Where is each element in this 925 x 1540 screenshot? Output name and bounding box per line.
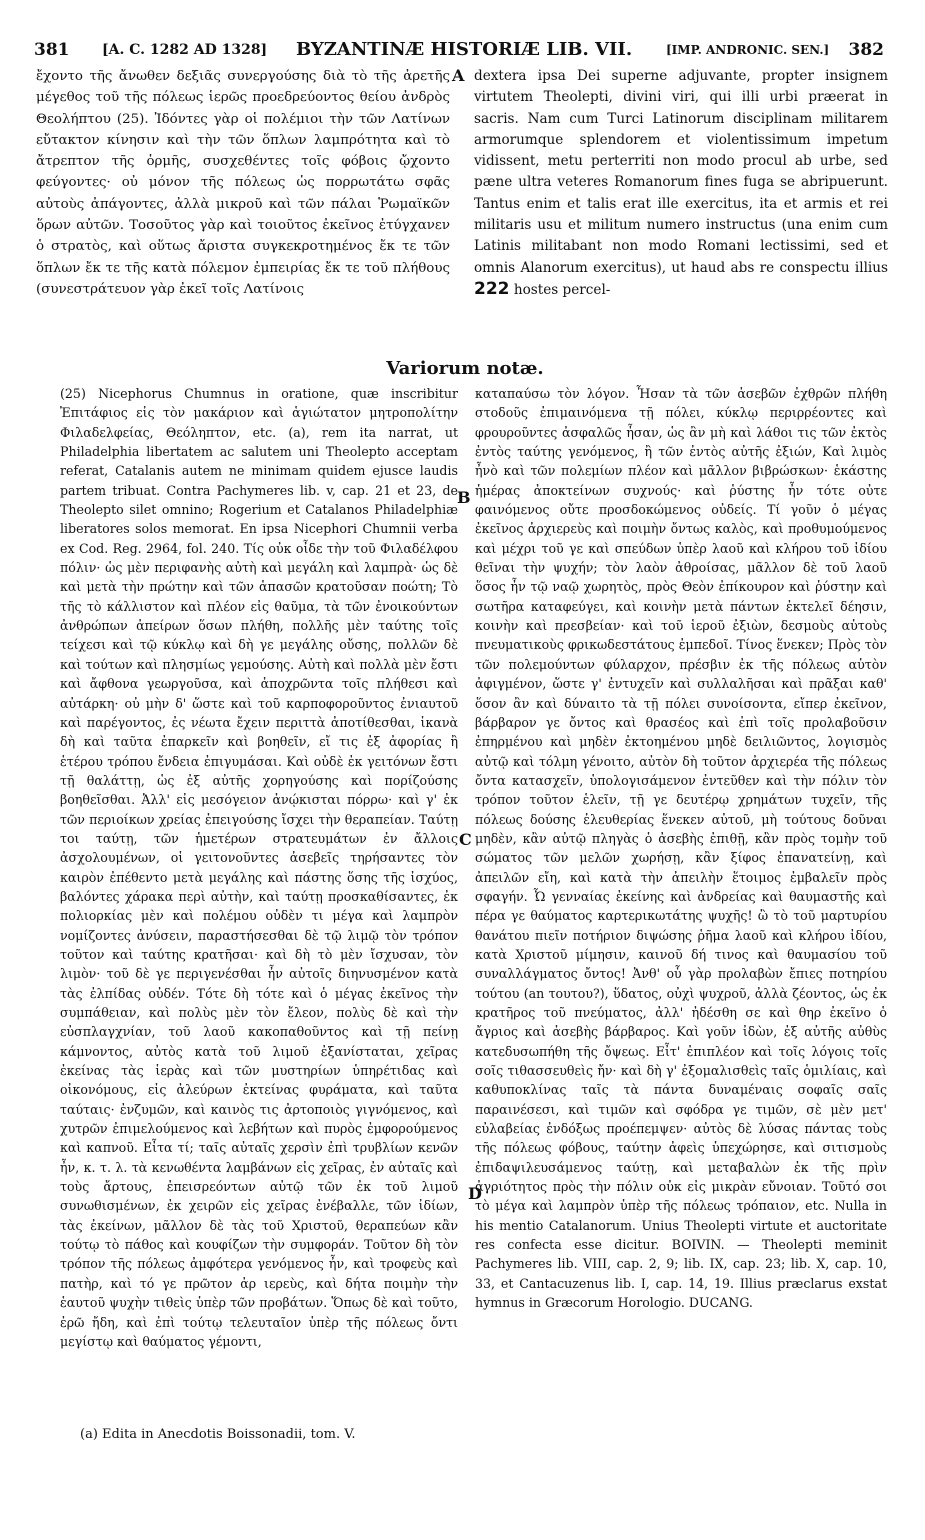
page-header — [34, 38, 884, 62]
latin-main-text — [474, 66, 888, 366]
notes-heading: Variorum notæ. — [386, 358, 544, 379]
latin-text: dextera ipsa Dei superne adjuvante, propter insignem virtutem Theolepti, divini viri, qui illi urbi præerat in sacris. Nam cum Turci Latinorum disciplinam militarem armorumque splendorem et violentissimum impetum vidissent, metu perterriti non modo procul ab urbe, sed pæne ultra veteres Romanorum fines fuga se abripuerunt. Tantus enim et talis erat ille exercitus, ita et armis et rei militaris usu et militum numero instructus (una enim cum Latinis militabant non modo Romani lectissimi, sed et omnis Alanorum exercitus), ut haud abs re conspectu illius — [474, 68, 888, 276]
latin-paragraph — [474, 66, 888, 301]
page-number-right: 382 — [848, 40, 884, 60]
section-marker-c: C — [459, 830, 472, 849]
greek-main-text — [36, 66, 450, 366]
note-paragraph: (25) Nicephorus Chumnus in oratione, quæ inscribitur Ἐπιτάφιος εἰς τὸν μακάριον καὶ ἁγιώτατον μητροπολίτην Φιλαδελφείας, Θεόληπτον, etc. (a), rem ita narrat, ut Philadelphia libertatem ac salutem uni Theolepto acceptam referat, Catalanis autem ne minimam quidem ejusce laudis partem tribuat. Contra Pachymeres lib. v, cap. 21 et 23, de Theolepto silet omnino; Rogerium et Catalanos Philadelphiæ liberatores solos memorat. En ipsa Nicephori Chumnii verba ex Cod. Reg. 2964, fol. 240. Τίς οὐκ οἶδε τὴν τοῦ Φιλαδέλφου πόλιν· ὡς μὲν περιφανὴς αὐτὴ καὶ μεγάλη καὶ λαμπρὰ· ὡς δὲ καὶ μετὰ τὴν πρώτην καὶ τῶν ἁπασῶν κρατοῦσαν ποώτη; Τὸ τῆς τὸ κάλλιστον καὶ πλέον εἰς θαῦμα, τὰ τῶν ἐνοικούντων ἀνθρώπων ἀπείρων ὅσων πλήθη, πολλῆς μὲν ταύτης τοῖς τείχεσι καὶ τῷ κύκλῳ καὶ δὴ γε μεγάλης οὔσης, πολλῶν δὲ καὶ τούτων καὶ πλησμίως γεμούσης. Αὐτὴ καὶ πολλὰ μὲν ἔστι καὶ ἄφθονα γεωργοῦσα, καὶ ἀποχρῶντα τοῖς πλήθεσι καὶ αὐτάρκη· οὐ μὴν δ' ὥστε καὶ τοῦ καρποφοροῦντος ἐνιαυτοῦ καὶ παρέγοντος, ἐς νέωτα ἔχειν περιττὰ ἀποτίθεσθαι, ἱκανὰ δὴ καὶ ταῦτα ἐπαρκεῖν καὶ βοηθεῖν, εἴ τις ἐξ ἀφορίας ἢ ἑτέρου τρόπου ἔνδεια ἐπιγυμάσαι. Καὶ οὐδὲ ἐκ γειτόνων ἔστι τῇ θαλάττῃ, ὡς ἐξ αὐτῆς χορηγούσης καὶ πορίζούσης βοηθεῖσθαι. Ἀλλ' εἰς μεσόγειον ἀνῴκισται πόρρω· καὶ γ' ἐκ τῶν περιοίκων χρείας ἐπειγούσης ἴσχει τὴν θεραπείαν. Ταύτῃ τοι ταύτῃ, τῶν ἡμετέρων στρατευμάτων ἐν ἄλλοις ἀσχολουμένων, οἱ γειτονοῦντες ἀσεβεῖς τηρήσαντες τὸν καιρὸν ἐπέθεντο μετὰ μεγάλης καὶ πάστης ὅσης τῆς ἰσχύος, βαλόντες χάρακα περὶ αὐτὴν, καὶ ταύτῃ προσκαθίσαντες, ἐκ πολιορκίας μὲν καὶ πολέμου οὐδὲν τι μέγα καὶ λαμπρὸν νομίζοντες ἀνύσειν, παραστήσεσθαι δὲ τῷ λιμῷ τὸν τρόπον τοῦτον καὶ ταύτης κρατῆσαι· καὶ δὴ τὸ μὲν ἴσχυσαν, τὸν λιμὸν· τοῦ δὲ γε περιγενέσθαι ἦν αὐτοῖς διηνυσμένον κατὰ τὰς ἐλπίδας οὐδέν. Τότε δὴ τότε καὶ ὁ μέγας ἐκεῖνος τὴν συμπάθειαν, καὶ πολὺς μὲν τὸν ἔλεον, πολὺς δὲ καὶ τὴν εὐσπλαγχνίαν, τοῦ λαοῦ κακοπαθοῦντος καὶ τῇ πείνῃ κάμνοντος, αὐτὸς κατὰ τοῦ λιμοῦ ἐξανίσταται, χεῖρας ἐκείνας τὰς ἱερὰς καὶ τῶν μυστηρίων ὑπηρέτιδας καὶ οἰκονόμους, εἰς ἀλεύρων ἐκτείνας φυράματα, καὶ ταῦτα ταύταις· ἐνζυμῶν, καὶ καινὸς τις ἀρτοποιὸς γιγνόμενος, καὶ χυτρῶν ἐπιμελούμενος καὶ λεβήτων καὶ πυρὸς ἐμφορούμενος καὶ καπνοῦ. Εἶτα τί; ταῖς αὐταῖς χερσὶν ἐπὶ τρυβλίων κενῶν ἦν, κ. τ. λ. τὰ κενωθέντα λαμβάνων εἰς χεῖρας, ἐν αὐταῖς καὶ τοὺς ἄρτους, ἐπεισρεόντων αὐτῷ τῶν ἐκ τοῦ λιμοῦ συνωθισμένων, ἐκ χειρῶν εἰς χεῖρας ἐνέβαλλε, τῶν ἰδίων, τὰς ἐκείνων, μᾶλλον δὲ τὰς τοῦ Χριστοῦ, θεραπεύων κἂν τούτῳ τὸ πάθος καὶ κουφίζων τὴν συμφοράν. Τοῦτον δὴ τὸν τρόπον τῆς πόλεως ἀμφότερα γενόμενος ἦν, καὶ τροφεὺς καὶ πατὴρ, καὶ τό γε πρῶτον ἀρ ιερεὺς, καὶ δήτα ποιμὴν τὴν ἑαυτοῦ ψυχὴν τιθεὶς ὑπὲρ τῶν προβάτων. Ὅπως δὲ καὶ τοῦτο, ἐρῶ ἤδη, καὶ ἐπὶ τούτῳ τελευταῖον ὑπὲρ τῆς πόλεως ὄντι μεγίστῳ καὶ θαύματος γέμοντι, — [60, 386, 458, 1349]
running-title: BYZANTINÆ HISTORIÆ LIB. VII. — [296, 39, 633, 60]
latin-text-end: hostes percel- — [513, 281, 611, 298]
margin-page-number: 222 — [474, 278, 510, 299]
footnote: (a) Edita in Anecdotis Boissonadii, tom. V. — [80, 1427, 356, 1442]
date-range: [A. C. 1282 AD 1328] — [102, 42, 268, 58]
section-marker-b: B — [457, 488, 471, 507]
note-right-column — [475, 384, 887, 1420]
greek-paragraph: ἔχοντο τῆς ἄνωθεν δεξιᾶς συνεργούσης διὰ τὸ τῆς ἀρετῆς μέγεθος τοῦ τῆς πόλεως ἱερῶς προεδρεύοντος θείου ἀνδρὸς Θεολήπτου (25). Ἰδόντες γὰρ οἱ πολέμιοι τὴν τῶν Λατίνων εὔτακτον κίνησιν καὶ τὴν τῶν ὅπλων λαμπρότητα καὶ τὸ ἄτρεπτον τῆς ὁρμῆς, συσχεθέντες τοῖς φόβοις ᾤχοντο φεύγοντες· οὐ μόνον τῆς πόλεως ὡς πορρωτάτω σφᾶς αὐτοὺς ἀπάγοντες, ἀλλὰ μικροῦ καὶ τῶν πάλαι Ῥωμαϊκῶν ὅρων αὐτῶν. Τοσοῦτος γὰρ καὶ τοιοῦτος ἐκεῖνος ἐτύγχανεν ὁ στρατὸς, καὶ οὕτως ἄριστα συγκεκροτημένος ἔκ τε τῶν ὅπλων ἔκ τε τῆς κατὰ πόλεμον ἐμπειρίας ἔκ τε τοῦ πλήθους (συνεστράτευον γὰρ ἐκεῖ τοῖς Λατίνοις — [36, 69, 450, 297]
reign-label: [IMP. ANDRONIC. SEN.] — [666, 43, 830, 57]
section-marker-d: D — [468, 1184, 482, 1203]
page-number-left: 381 — [34, 40, 70, 60]
note-paragraph-continued: καταπαύσω τὸν λόγον. Ἦσαν τὰ τῶν ἀσεβῶν ἐχθρῶν πλήθη στοδοῦς ἐπιμαινόμενα τῇ πόλει, κύκλῳ περιρρέοντες καὶ φρουροῦντες ἀσφαλῶς ἦσαν, ὡς ἂν μὴ καὶ λάθοι τις τῶν ἐκτὸς ἐντὸς ταύτης γενόμενος, ἢ τῶν ἐντὸς αὐτῆς ἐξιών, Καὶ λιμὸς ἦνὸ καὶ τῶν πολεμίων πλέον καὶ μᾶλλον βιβρώσκων· ἑκάστης ἡμέρας ἀποκτείνων συχνούς· καὶ ῥύστης ἦν τότε οὐτε φαινόμενος οὔτε προσδοκώμενος οὐδείς. Τί γοῦν ὁ μέγας ἐκεῖνος ἀρχιερεὺς καὶ ποιμὴν ὄντως καλὸς, καὶ προθυμούμενος καὶ μέχρι τοῦ γε καὶ σπεύδων ὑπὲρ λαοῦ καὶ κλήρου τοῦ ἰδίου θεῖναι τὴν ψυχήν; τὸν λαὸν ἀθροίσας, μᾶλλον δὲ τοῦ λαοῦ ὅσος ἦν τῷ ναῷ χωρητὸς, πρὸς Θεὸν ἐπίκουρον καὶ ῥύστην καὶ σωτῆρα καταφεύγει, καὶ κοινὴν μετὰ πάντων ἐκτελεῖ δέησιν, κοινὴν καὶ πρεσβείαν· καὶ τοῦ ἱεροῦ ἐξιὼν, δεσμοὺς αὑτοὺς πνευματικοὺς φρικωδεστάτους ἐμπεδοῖ. Τίνος ἕνεκεν; Πρὸς τὸν τῶν πολεμούντων φύλαρχον, πρέσβιν ἐκ τῆς πόλεως αὑτὸν ἀφιγμένον, ὥστε γ' ἐντυχεῖν καὶ συλλαλῆσαι καὶ πρᾶξαι καθ' ὅσον ἂν καὶ δύναιτο τὰ τῇ πόλει συνοίσοντα, εἴπερ ἐκεῖνον, βάρβαρον γε ὄντος καὶ θρασέος καὶ ἐπὶ τοῖς προλαβοῦσιν ἐπηρμένου καὶ μηδὲν ἐκτοημένου μηδὲ δειλιῶντος, λογισμὸς αὐτῷ καὶ τόλμη γένοιτο, αὐτὸν δὴ τοῦτον ἀρχιερέα τῆς πόλεως ὄντα κατασχεῖν, ὑπολογισάμενον ἐντεῦθεν καὶ τὴν πόλιν τὸν τρόπον τοῦτον ἑλεῖν, τῇ γε δευτέρῳ χρημάτων τυχεῖν, τῆς πόλεως δούσης ἐλευθερίας ἕνεκεν αὐτοῦ, μὴ τούτους δοῦναι μηδὲν, κἂν αὐτῷ πληγὰς ὁ ἀσεβὴς ἐπιθῇ, κἂν πρὸς τομὴν τοῦ σώματος τῶν μελῶν χωρήσῃ, κἂν ξίφος ἐπανατείνῃ, καὶ ἀπειλῶν εἴη, καὶ κατὰ τὴν ἀπειλὴν ἕτοιμος ἐμβαλεῖν πρὸς σφαγήν. Ὦ γενναίας ἐκείνης καὶ ἀνδρείας καὶ θαυμαστῆς καὶ πέρα γε θαύματος καρτερικωτάτης ψυχῆς! ὢ τὸ τοῦ μαρτυρίου θανάτου πιεῖν ποτήριον διψώσης ῥῆμα λαοῦ καὶ κλήρου ἰδίου, κατὰ Χριστοῦ μίμησιν, καινοῦ δή τινος καὶ θαυμασίου τοῦ συναλλάγματος ὄντος! Ἀνθ' οὗ γὰρ προλαβὼν ἔπιες ποτηρίου τούτου (an τουτου?), ὕδατος, οὐχὶ ψυχροῦ, ἀλλὰ ζέοντος, ὡς ἐκ κρατῆρος τοῦ πνεύματος, ἀλλ' ἠδέσθη σε καὶ θηρ ἐκεῖνο ὁ ἄγριος καὶ ἀσεβὴς βάρβαρος. Καὶ γοῦν ἰδὼν, ἐξ αὐτῆς αὐθὺς κατεδυσωπήθη τῆς ὄψεως. Εἶτ' ἐπιπλέον καὶ τοῖς λόγοις τοῖς σοῖς τιθασσευθεὶς ἤν· καὶ δὴ γ' ἐξομαλισθεὶς ταῖς ὁμιλίαις, καὶ καθυποκλίνας ταῖς τὰ πάντα δυναμέναις σοφαῖς σαῖς παραινέσεσι, καὶ τιμῶν καὶ σφόδρα γε τιμῶν, σὲ μὲν μετ' εὐλαβείας ἐνδόξως προέπεμψεν· αὐτὸς δὲ λύσας πάντας τοὺς τῆς πόλεως φόβους, ταύτην ἀφεὶς ὑπεχώρησε, καὶ σιτισμοὺς ἐπιδαψιλευσάμενος ταύτῃ, καὶ μεταβαλὼν ἐκ τῆς πρὶν ἀγριότητος πρὸς τὴν πόλιν οὐκ εἰς μικρὰν εὔνοιαν. Τοῦτό σοι τὸ μέγα καὶ λαμπρὸν ὑπὲρ τῆς πόλεως τρόπαιον, etc. Nulla in his mentio Catalanorum. Unius Theolepti virtute et auctoritate res confecta esse dicitur. BOIVIN. — Theolepti meminit Pachymeres lib. VIII, cap. 2, 9; lib. IX, cap. 23; lib. X, cap. 10, 33, et Cantacuzenus lib. I, cap. 14, 19. Illius præclarus exstat hymnus in Græcorum Horologio. DUCANG. — [475, 386, 887, 1311]
note-left-column — [60, 384, 458, 1418]
section-marker-a: A — [452, 66, 465, 85]
